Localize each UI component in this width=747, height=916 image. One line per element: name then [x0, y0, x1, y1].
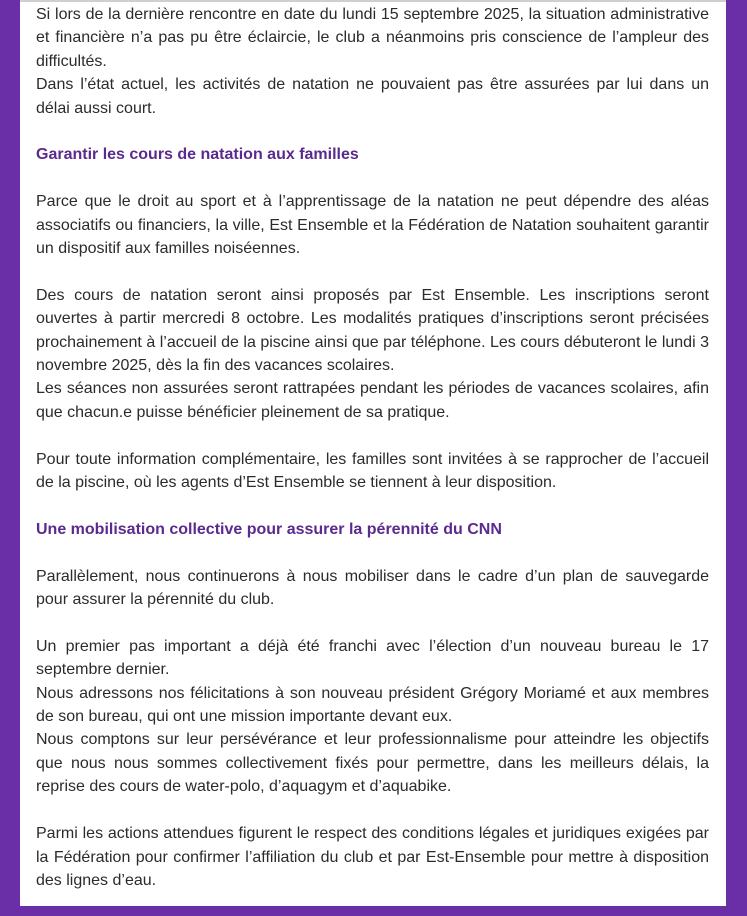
paragraph-information: Pour toute information complémentaire, les familles sont invitées à se rapprocher de l’accueil de la piscine, où les agents d’Est Ensemble se tiennent à leur disposition. [36, 450, 709, 492]
article-body [36, 3, 709, 916]
paragraph-objectives: Nous comptons sur leur persévérance et leur professionnalisme pour atteindre les objectifs que nous nous sommes collectivement fixés pour permettre, dans les meilleurs délais, la reprise des cours de water-polo, d’aquagym et d’aquabike. [36, 731, 709, 796]
paragraph-new-board: Un premier pas important a déjà été franchi avec l’élection d’un nouveau bureau le 17 septembre dernier. [36, 637, 709, 679]
paragraph-make-up-sessions: Les séances non assurées seront rattrapées pendant les périodes de vacances scolaires, afin que chacun.e puisse bénéficier pleinement de sa pratique. [36, 380, 709, 421]
paragraph-safeguard-plan: Parallèlement, nous continuerons à nous mobiliser dans le cadre d’un plan de sauvegarde pour assurer la pérennité du club. [36, 567, 709, 609]
paragraph-course-schedule: Des cours de natation seront ainsi proposés par Est Ensemble. Les inscriptions seront ouvertes à partir mercredi 8 octobre. Les modalités pratiques d’inscriptions seront précisées prochainement à l’accueil de la piscine ainsi que par téléphone. Les cours débuteront le lundi 3 novembre 2025, dès la fin des vacances scolaires. [36, 286, 709, 375]
article-frame [20, 0, 726, 906]
paragraph-current-state: Dans l’état actuel, les activités de natation ne pouvaient pas être assurées par lui dans un délai aussi court. [36, 76, 709, 117]
paragraph-congratulations: Nous adressons nos félicitations à son nouveau président Grégory Moriamé et aux membres de son bureau, qui ont une mission importante devant eux. [36, 684, 709, 726]
paragraph-expected-actions: Parmi les actions attendues figurent le respect des conditions légales et juridiques exigées par la Fédération pour confirmer l’affiliation du club et par Est-Ensemble pour mettre à disposition des lignes d’eau. [36, 825, 709, 889]
paragraph-right-to-sport: Parce que le droit au sport et à l’apprentissage de la natation ne peut dépendre des aléas associatifs ou financiers, la ville, Est Ensemble et la Fédération de Natation souhaitent garantir un dispositif aux familles noiséennes. [36, 193, 709, 258]
heading-guarantee-courses: Garantir les cours de natation aux familles [36, 146, 359, 164]
heading-collective-mobilisation: Une mobilisation collective pour assurer la pérennité du CNN [36, 520, 502, 538]
paragraph-meeting: Si lors de la dernière rencontre en date du lundi 15 septembre 2025, la situation administrative et financière n’a pas pu être éclaircie, le club a néanmoins pris conscience de l’ampleur des difficultés. [36, 6, 709, 70]
